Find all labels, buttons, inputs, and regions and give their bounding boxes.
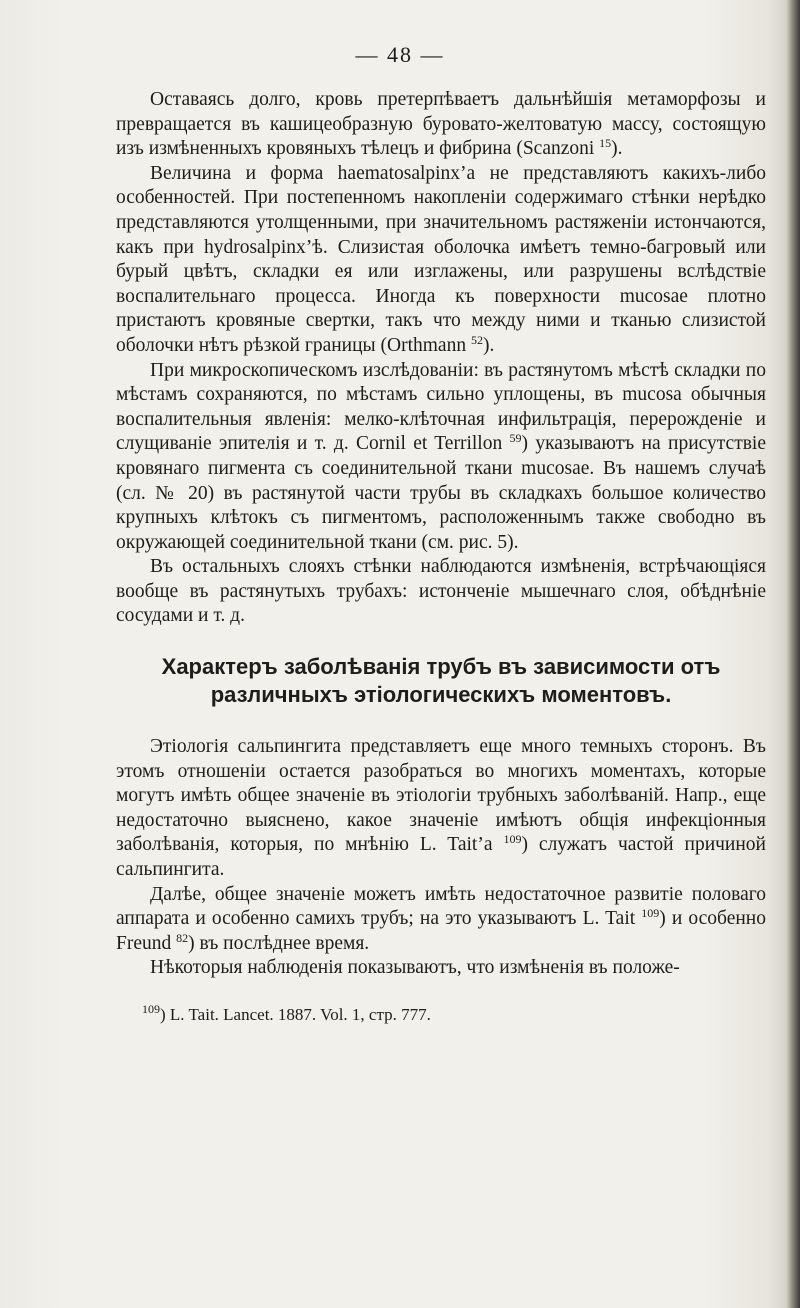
paragraph-3-text: При микроскопическомъ изслѣдованіи: въ растянутомъ мѣстѣ складки по мѣстамъ сохраняются, по мѣстамъ сильно уплощены, въ mucosa обычныя воспалительныя явленія: мелко-клѣточная инфильтрація, перерожденіе и слущиваніе эпителія и т. д. Cornil et Terrillon	[116, 359, 766, 455]
reference-tait-1: 109	[503, 832, 522, 847]
reference-tait-2: 109	[641, 906, 660, 921]
paragraph-3	[116, 359, 766, 556]
paragraph-5	[116, 735, 766, 883]
paragraph-6	[116, 883, 766, 957]
page-body	[116, 88, 766, 1026]
paragraph-1-tail: ).	[611, 138, 623, 160]
page-number: — 48 —	[355, 42, 445, 67]
footnote-mark: 109	[142, 1002, 160, 1016]
reference-cornil: 59	[509, 431, 522, 446]
paragraph-2-tail: ).	[482, 334, 495, 356]
paragraph-7: Нѣкоторыя наблюденія показываютъ, что измѣненія въ положе-	[150, 957, 680, 979]
footnote-text: ) L. Tait. Lancet. 1887. Vol. 1, стр. 777.	[160, 1005, 431, 1024]
paragraph-5-text: Этіологія сальпингита представляетъ еще много темныхъ сторонъ. Въ этомъ отношеніи остается разобраться во многихъ моментахъ, которые могутъ имѣть общее значеніе въ этіологіи трубныхъ заболѣваній. Напр., еще недостаточно выяснено, какое значеніе имѣютъ общія инфекціонныя заболѣванія, которыя, по мнѣнію L. Tait’а	[116, 736, 766, 856]
paragraph-1-text: Оставаясь долго, кровь претерпѣваетъ дальнѣйшія метаморфозы и превращается въ кашицеобразную буровато-желтоватую массу, состоящую изъ измѣненныхъ кровяныхъ тѣлецъ и фибрина (Scanzoni	[116, 89, 766, 160]
footnote	[142, 1004, 766, 1026]
paragraph-2	[116, 162, 766, 359]
paragraph-4: Въ остальныхъ слояхъ стѣнки наблюдаются измѣненія, встрѣчающіяся вообще въ растянутыхъ трубахъ: истонченіе мышечнаго слоя, обѣднѣніе сосудами и т. д.	[116, 556, 766, 627]
reference-freund: 82	[176, 930, 189, 945]
reference-scanzoni: 15	[599, 136, 612, 151]
paragraph-2-text: Величина и форма haematosalpinx’а не представляютъ какихъ-либо особенностей. При постепенномъ накопленіи содержимаго стѣнки нерѣдко представляются утолщенными, при значительномъ растяженіи истончаются, какъ при hydrosalpinx’ѣ. Слизистая оболочка имѣетъ темно-багровый или бурый цвѣтъ, складки ея или изглажены, или разрушены вслѣдствіе воспалительнаго процесса. Иногда къ поверхности mucosae плотно пристаютъ кровяные свертки, такъ что между ними и тканью слизистой оболочки нѣтъ рѣзкой границы (Orthmann	[116, 162, 766, 356]
paragraph-5-tail: ) служатъ частой причиной сальпингита.	[116, 834, 766, 881]
paragraph-6-tail: ) въ послѣднее время.	[188, 932, 370, 954]
page-edge-shadow	[786, 0, 800, 1308]
paragraph-6-text: Далѣе, общее значеніе можетъ имѣть недостаточное развитіе половаго аппарата и особенно самихъ трубъ; на это указываютъ L. Tait	[116, 883, 766, 930]
section-heading: Характеръ заболѣванія трубъ въ зависимости отъ различныхъ этіологическихъ моментовъ.	[161, 654, 721, 708]
paragraph-1	[116, 88, 766, 162]
reference-orthmann: 52	[470, 332, 483, 347]
paragraph-3-tail: ) указываютъ на присутствіе кровянаго пигмента съ соединительной ткани mucosae. Въ нашемъ случаѣ (сл. № 20) въ растянутой части трубы въ складкахъ большое количество крупныхъ клѣтокъ съ пигментомъ, расположеннымъ также свободно въ окружающей соединительной ткани (см. рис. 5).	[116, 433, 766, 553]
paragraph-6-middle: ) и особенно Freund	[116, 908, 766, 954]
